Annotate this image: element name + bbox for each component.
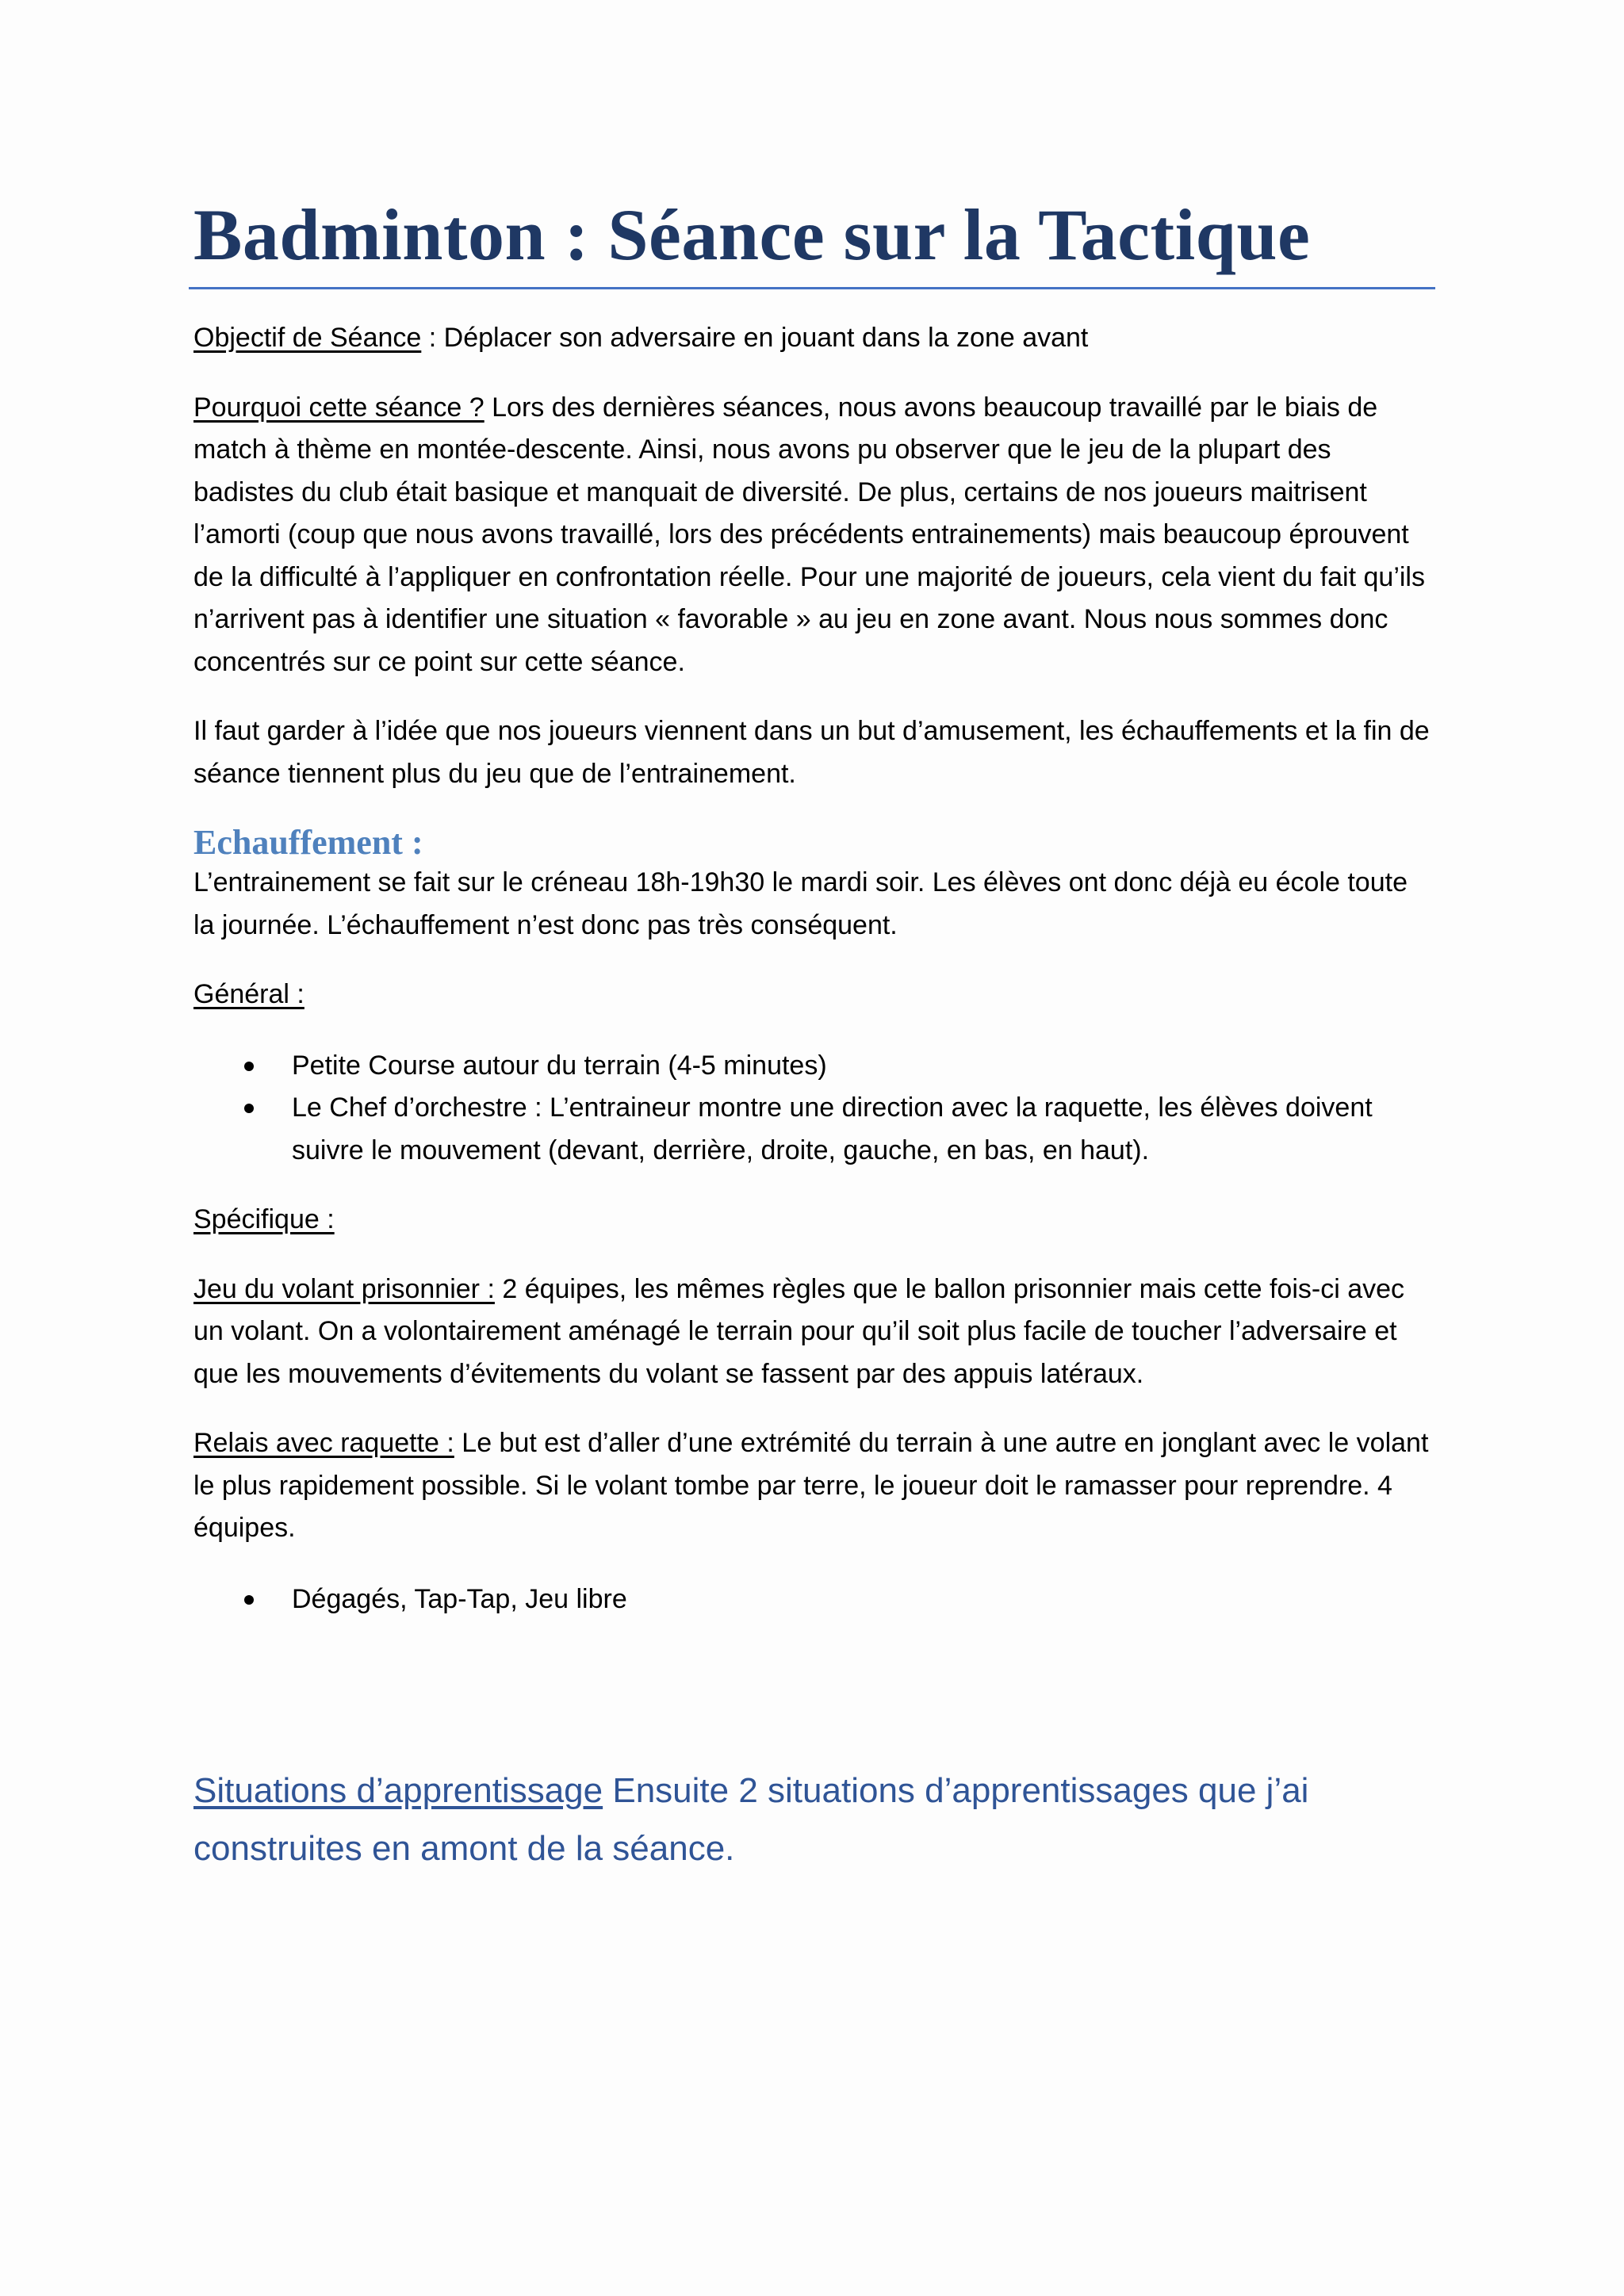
relais-label: Relais avec raquette : bbox=[193, 1428, 454, 1458]
objectif-text: : Déplacer son adversaire en jouant dans la zone avant bbox=[421, 323, 1089, 353]
bullet-icon bbox=[244, 1104, 254, 1113]
list-item: Le Chef d’orchestre : L’entraineur montre une direction avec la raquette, les élèves doivent suivre le mouvement (devant, derrière, droite, gauche, en bas, en haut). bbox=[193, 1087, 1431, 1172]
situations-heading bbox=[193, 1762, 1431, 1877]
pourquoi-label: Pourquoi cette séance ? bbox=[193, 392, 485, 423]
specifique-label-line bbox=[193, 1199, 1431, 1242]
specifique-label: Spécifique : bbox=[193, 1204, 335, 1234]
jeu-label: Jeu du volant prisonnier : bbox=[193, 1273, 495, 1304]
jeu-text: 2 équipes, les mêmes règles que le ballon prisonnier mais cette fois-ci avec un volant. On a volontairement aménagé le terrain pour qu’il soit plus facile de toucher l’adversaire et que les mouvements d’évitements du volant se fassent par des appuis latéraux. bbox=[193, 1273, 1405, 1389]
echauffement-heading: Echauffement : bbox=[193, 823, 423, 862]
objectif-label: Objectif de Séance bbox=[193, 323, 422, 353]
list-item: Dégagés, Tap-Tap, Jeu libre bbox=[193, 1578, 1431, 1621]
situations-text: Ensuite 2 situations d’apprentissages que j’ai construites en amont de la séance. bbox=[193, 1771, 1309, 1868]
final-list bbox=[193, 1578, 1431, 1621]
pourquoi-text: Lors des dernières séances, nous avons beaucoup travaillé par le biais de match à thème en montée-descente. Ainsi, nous avons pu observer que le jeu de la plupart des badistes du club était basique et manquait de diversité. De plus, certains de nos joueurs maitrisent l’amorti (coup que nous avons travaillé, lors des précédents entrainements) mais beaucoup éprouvent de la difficulté à l’appliquer en confrontation réelle. Pour une majorité de joueurs, cela vient du fait qu’ils n’arrivent pas à identifier une situation « favorable » au jeu en zone avant. Nous nous sommes donc concentrés sur ce point sur cette séance. bbox=[193, 392, 1425, 677]
document-content bbox=[193, 190, 1431, 1877]
situations-label: Situations d’apprentissage bbox=[193, 1771, 603, 1810]
general-list bbox=[193, 1045, 1431, 1173]
objectif-paragraph bbox=[193, 317, 1431, 360]
general-label-line bbox=[193, 974, 1431, 1016]
jeu-paragraph bbox=[193, 1269, 1431, 1396]
page-title: Badminton : Séance sur la Tactique bbox=[193, 194, 1311, 275]
relais-paragraph bbox=[193, 1422, 1431, 1550]
note-paragraph: Il faut garder à l’idée que nos joueurs viennent dans un but d’amusement, les échauffements et la fin de séance tiennent plus du jeu que de l’entrainement. bbox=[193, 716, 1430, 789]
echauffement-intro: L’entrainement se fait sur le créneau 18h-19h30 le mardi soir. Les élèves ont donc déjà eu école toute la journée. L’échauffement n’est donc pas très conséquent. bbox=[193, 867, 1408, 940]
bullet-icon bbox=[244, 1595, 254, 1605]
pourquoi-paragraph bbox=[193, 387, 1431, 684]
bullet-icon bbox=[244, 1062, 254, 1071]
general-label: Général : bbox=[193, 979, 304, 1009]
list-item: Petite Course autour du terrain (4-5 minutes) bbox=[193, 1045, 1431, 1088]
relais-text: Le but est d’aller d’une extrémité du terrain à une autre en jonglant avec le volant le plus rapidement possible. Si le volant tombe par terre, le joueur doit le ramasser pour reprendre. 4 équipes. bbox=[193, 1428, 1429, 1543]
